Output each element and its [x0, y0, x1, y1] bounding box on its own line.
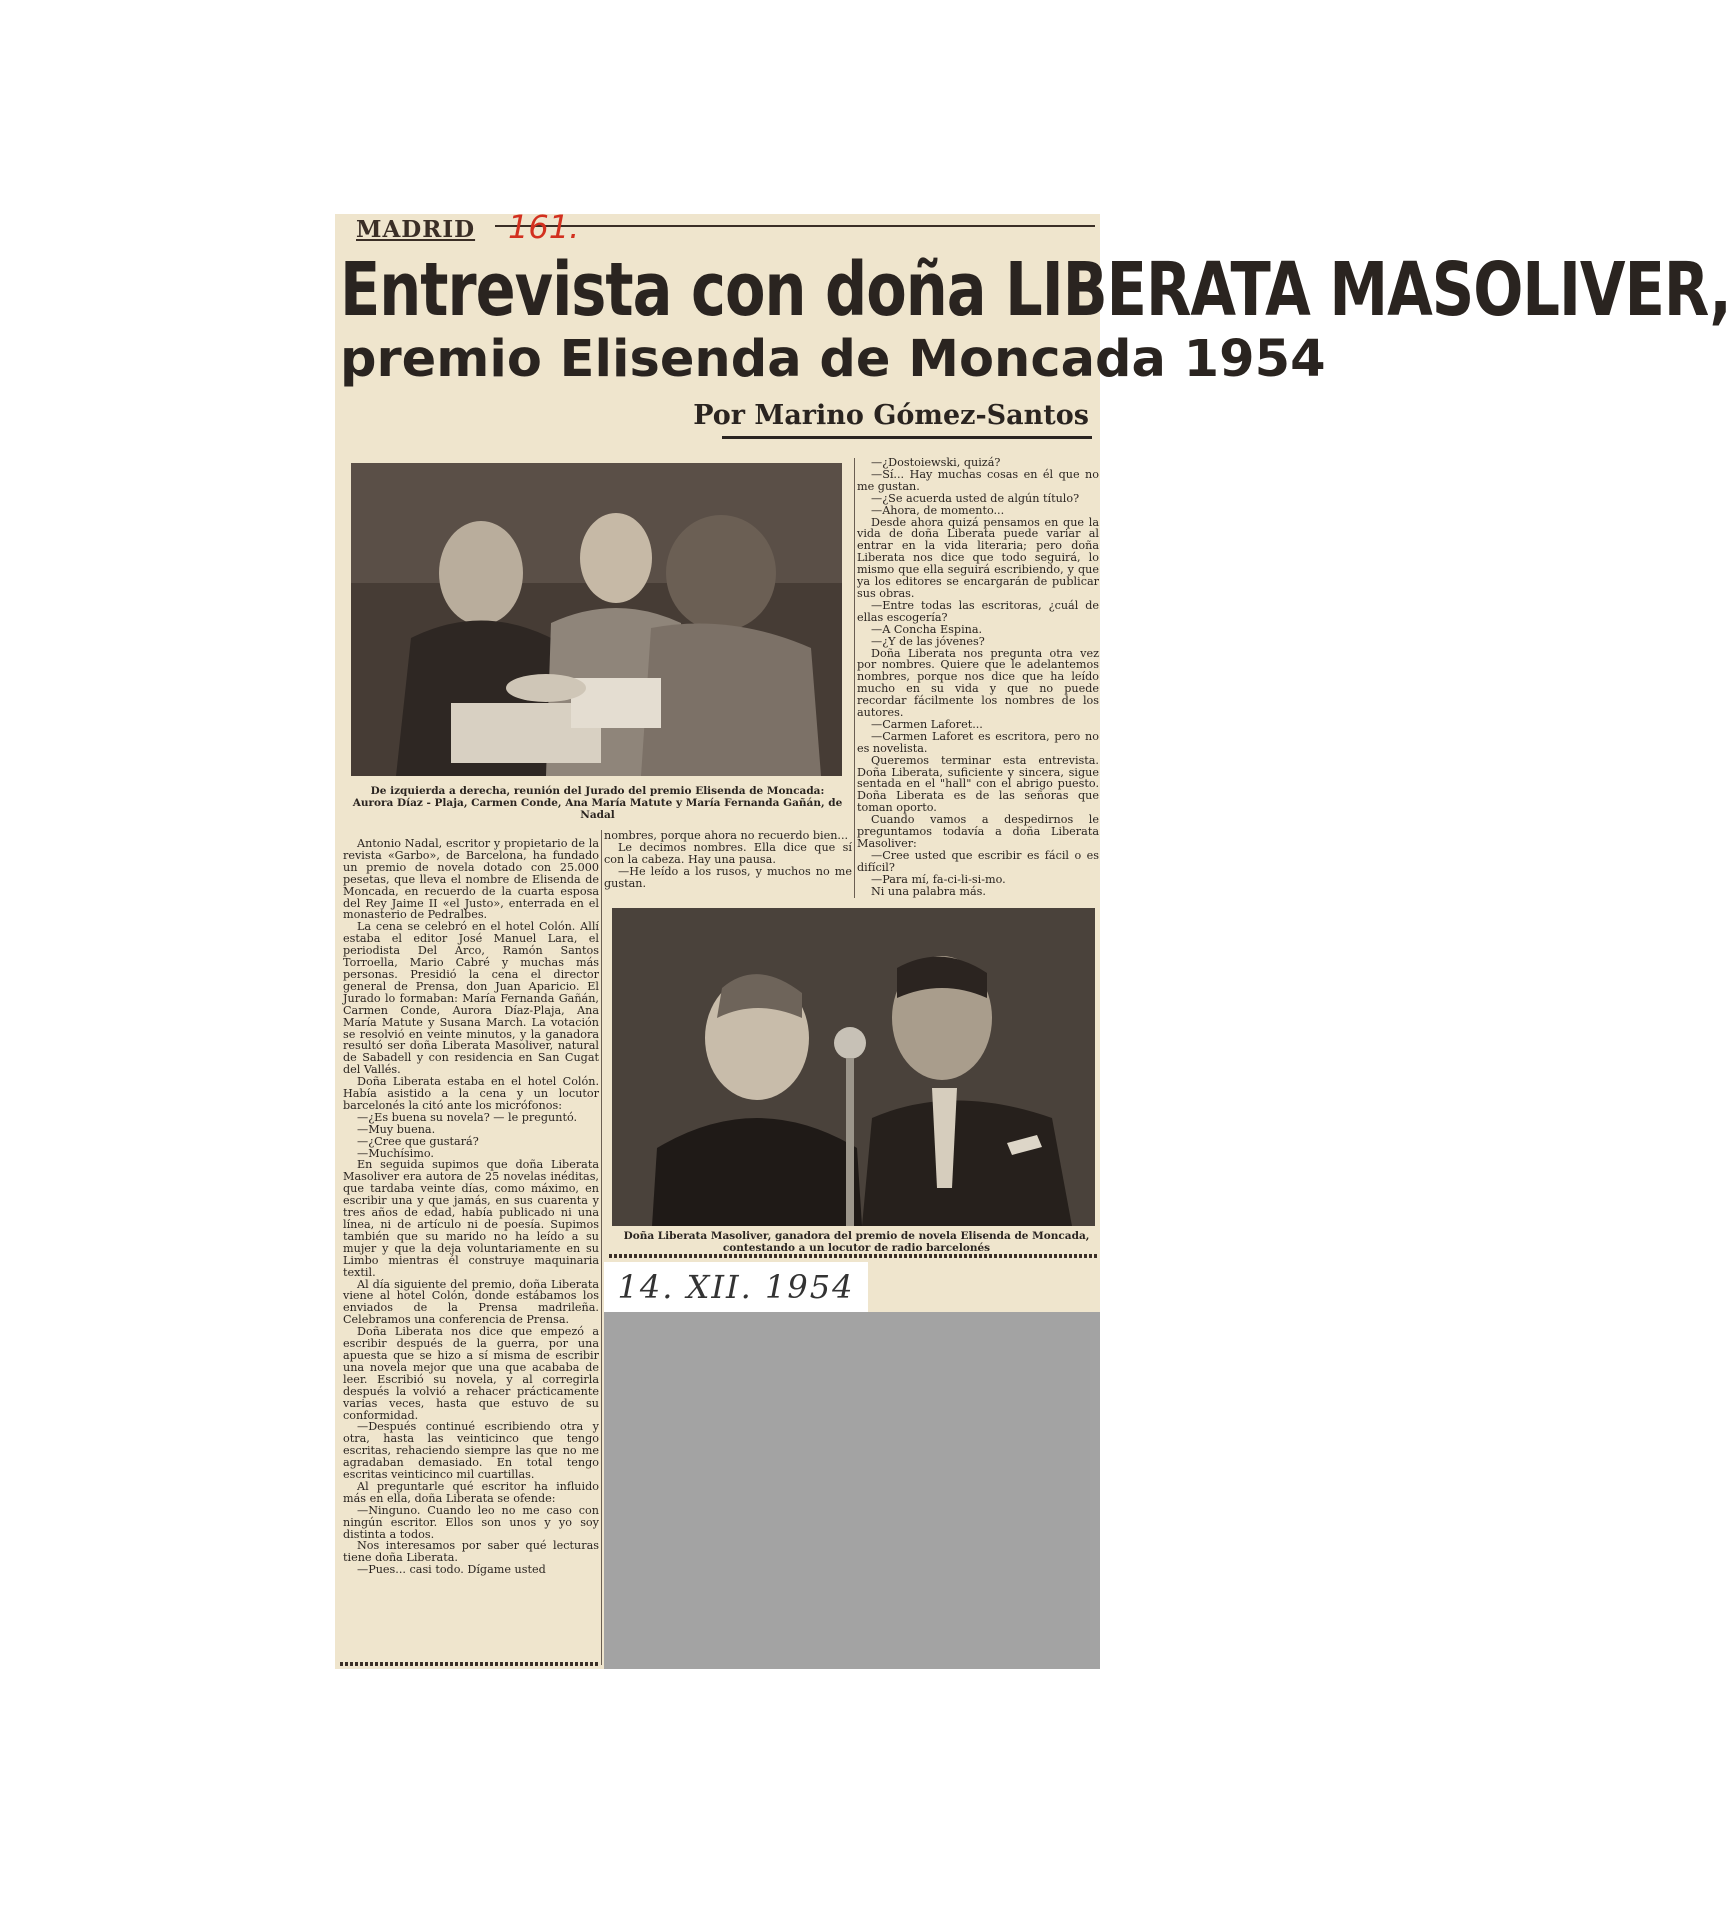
page-number-annotation: 161.: [508, 208, 580, 246]
paragraph: —Carmen Laforet...: [871, 717, 983, 731]
headline-line-1: Entrevista con doña LIBERATA MASOLIVER,: [340, 246, 1731, 333]
paragraph: Al preguntarle qué escritor ha influido más en ella, doña Liberata se ofende:: [343, 1479, 599, 1505]
jury-photo: [351, 463, 842, 776]
jury-photo-caption: De izquierda a derecha, reunión del Jurado del premio Elisenda de Moncada: Aurora Díaz - Plaja, Carmen Conde, Ana María Matute y María Fernanda Gañán, de Nadal: [352, 785, 843, 821]
paragraph: —¿Y de las jóvenes?: [871, 634, 985, 648]
byline: Por Marino Gómez-Santos: [693, 400, 1089, 431]
paragraph: —Carmen Laforet es escritora, pero no es novelista.: [857, 729, 1099, 755]
interview-photo: [612, 908, 1095, 1226]
paragraph: Ni una palabra más.: [871, 884, 986, 898]
paragraph: —¿Es buena su novela? — le preguntó.: [357, 1110, 578, 1124]
paragraph: —Cree usted que escribir es fácil o es difícil?: [857, 848, 1099, 874]
paragraph: —¿Se acuerda usted de algún título?: [871, 491, 1080, 505]
paragraph: —Entre todas las escritoras, ¿cuál de ellas escogería?: [857, 598, 1099, 624]
paragraph: Doña Liberata nos dice que empezó a escribir después de la guerra, por una apuesta que se hizo a sí misma de escribir una novela mejor que una que acababa de leer. Escribió su novela, y al corregirla después la volvió a rehacer prácticamente varias veces, hasta que estuvo de su conformidad.: [343, 1325, 599, 1422]
paragraph: Le decimos nombres. Ella dice que sí con la cabeza. Hay una pausa.: [604, 840, 852, 866]
paragraph: —Para mí, fa-ci-li-si-mo.: [871, 872, 1006, 886]
paragraph: La cena se celebró en el hotel Colón. Allí estaba el editor José Manuel Lara, el periodista Del Arco, Ramón Santos Torroella, Mario Cabré y muchas más personas. Presidió la cena el director general de Prensa, don Juan Aparicio. El Jurado lo formaban: María Fernanda Gañán, Carmen Conde, Aurora Díaz-Plaja, Ana María Matute y Susana March. La votación se resolvió en veinte minutos, y la ganadora resultó ser doña Liberata Masoliver, natural de Sabadell y con residencia en San Cugat del Vallés.: [343, 920, 599, 1077]
interview-photo-image: [612, 908, 1095, 1226]
bottom-rule: [340, 1662, 600, 1666]
gray-cover-block: [604, 1312, 1100, 1669]
paragraph: Doña Liberata estaba en el hotel Colón. Había asistido a la cena y un locutor barcelonés la citó ante los micrófonos:: [343, 1075, 599, 1112]
paragraph: —Sí... Hay muchas cosas en él que no me gustan.: [857, 467, 1099, 493]
paragraph: —Ninguno. Cuando leo no me caso con ningún escritor. Ellos son unos y yo soy distinta a todos.: [343, 1503, 599, 1541]
paragraph: —A Concha Espina.: [871, 622, 983, 636]
paragraph: nombres, porque ahora no recuerdo bien...: [604, 829, 849, 842]
column-divider: [854, 458, 855, 898]
jury-photo-image: [351, 463, 842, 776]
paragraph: —Ahora, de momento...: [871, 503, 1005, 517]
article-column-3: [857, 457, 1099, 898]
paragraph: Antonio Nadal, escritor y propietario de la revista «Garbo», de Barcelona, ha fundado un premio de novela dotado con 25.000 pesetas, que lleva el nombre de Elisenda de Moncada, en recuerdo de la cuarta esposa del Rey Jaime II «el Justo», enterrada en el monasterio de Pedralbes.: [343, 837, 599, 922]
paragraph: —Muy buena.: [357, 1122, 436, 1136]
byline-rule: [722, 436, 1092, 439]
date-stamp: 14. XII. 1954: [604, 1262, 868, 1312]
article-column-1: [343, 838, 599, 1576]
paragraph: —¿Dostoiewski, quizá?: [871, 456, 1001, 469]
bottom-rule: [609, 1254, 1099, 1258]
paragraph: Doña Liberata nos pregunta otra vez por nombres. Quiere que le adelantemos nombres, porque nos dice que ha leído mucho en su vida y que no puede recordar fácilmente los nombres de los autores.: [857, 646, 1099, 720]
paragraph: Nos interesamos por saber qué lecturas tiene doña Liberata.: [343, 1539, 599, 1565]
headline-line-2: premio Elisenda de Moncada 1954: [340, 330, 1326, 389]
paragraph: Queremos terminar esta entrevista. Doña Liberata, suficiente y sincera, sigue sentada en el "hall" con el abrigo puesto. Doña Liberata es de las señoras que toman oporto.: [857, 753, 1099, 815]
paragraph: —He leído a los rusos, y muchos no me gustan.: [604, 864, 852, 890]
column-divider: [601, 830, 602, 1665]
paragraph: En seguida supimos que doña Liberata Masoliver era autora de 25 novelas inéditas, que tardaba veinte días, como máximo, en escribir una y que jamás, en sus cuarenta y tres años de edad, había publicado ni una línea, ni de artículo ni de poesía. Supimos también que su marido no ha leído a su mujer y que la deja voluntariamente en su Limbo mientras él construye maquinaria textil.: [343, 1158, 599, 1279]
paragraph: —Muchísimo.: [357, 1146, 434, 1160]
paragraph: Cuando vamos a despedirnos le preguntamos todavía a doña Liberata Masoliver:: [857, 813, 1099, 850]
paragraph: Desde ahora quizá pensamos en que la vida de doña Liberata puede variar al entrar en la vida literaria; pero doña Liberata nos dice que todo seguirá, lo mismo que ella seguirá escribiendo, y que ya los editores se encargarán de publicar sus obras.: [857, 515, 1099, 600]
interview-photo-caption: Doña Liberata Masoliver, ganadora del premio de novela Elisenda de Moncada, contestando a un locutor de radio barcelonés: [623, 1230, 1090, 1254]
header-rule: [495, 225, 1095, 227]
paragraph: —¿Cree que gustará?: [357, 1134, 479, 1148]
paragraph: —Después continué escribiendo otra y otra, hasta las veinticinco que tengo escritas, rehaciendo siempre las que no me agradaban demasiado. En total tengo escritas veinticinco mil cuartillas.: [343, 1420, 599, 1482]
paragraph: —Pues... casi todo. Dígame usted: [357, 1563, 546, 1577]
section-label: MADRID: [356, 216, 476, 243]
article-column-2: [604, 830, 852, 890]
paragraph: Al día siguiente del premio, doña Liberata viene al hotel Colón, donde estábamos los enviados de la Prensa madrileña. Celebramos una conferencia de Prensa.: [343, 1277, 599, 1327]
